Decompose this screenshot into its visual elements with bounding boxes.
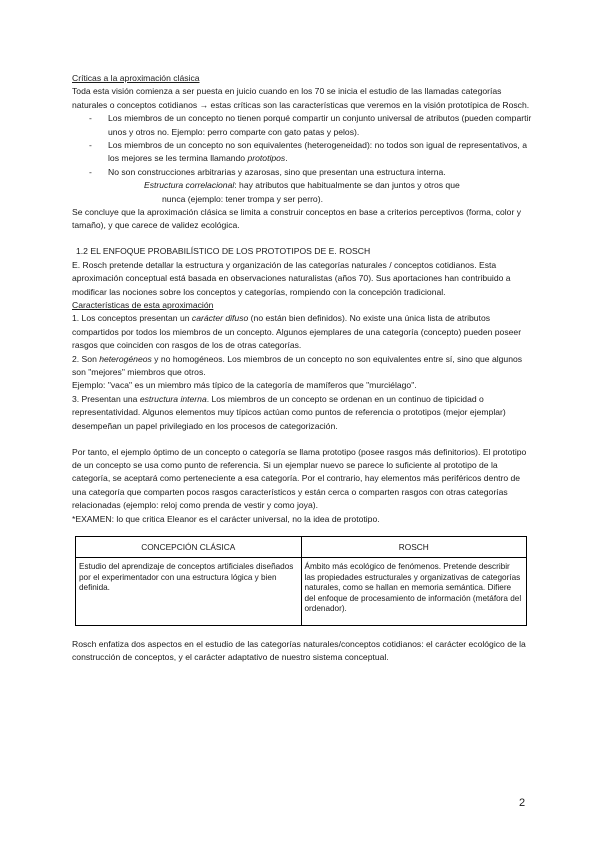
caracteristica-2: 2. Son heterogéneos y no homogéneos. Los miembros de un concepto no son equivalentes entre sí, sino que algunos son "mejores" miembros que otros.	[72, 353, 523, 378]
section-title: 1.2 EL ENFOQUE PROBABILÍSTICO DE LOS PROTOTIPOS DE E. ROSCH	[76, 246, 371, 257]
criticas-intro: Toda esta visión comienza a ser puesta en juicio cuando en los 70 se inicia el estudio de las llamadas categorías naturales o conceptos cotidianos → estas críticas son las características que veremos en la visión prototípica de Rosch.	[72, 86, 530, 110]
list-item: - No son construcciones arbitrarias y azarosas, sino que presentan una estructura interna.	[89, 166, 446, 177]
estructura-correlacional-cont: nunca (ejemplo: tener trompa y ser perro).	[162, 193, 323, 204]
estructura-correlacional: Estructura correlacional: hay atributos que habitualmente se dan juntos y otros que	[144, 180, 460, 191]
table-header-rosch: ROSCH	[301, 537, 527, 558]
section-intro: E. Rosch pretende detallar la estructura y organización de las categorías naturales / conceptos cotidianos. Esta aproximación conceptual está basada en observaciones naturalistas (años 70). Sus aportaciones han contribuido a modificar las nociones sobre los conceptos y categorías, rompiendo con la concepción tradicional.	[72, 259, 511, 297]
prototipo-paragraph: Por tanto, el ejemplo óptimo de un concepto o categoría se llama prototipo (posee rasgos más definitorios). El prototipo de un concepto se usa como punto de referencia. Si un ejemplar nuevo se parece lo suficiente al prototipo de la categoría, se aceptará como perteneciente a esa categoría. Por el contrario, hay elementos más periféricos dentro de una categoría que comparten pocos rasgos característicos y están cerca o comparten rasgos con otras categorías relacionadas (ejemplo: reloj como prenda de vestir y como joya).	[72, 446, 527, 511]
criticas-list	[72, 112, 536, 179]
caracteristica-2-ejemplo: Ejemplo: "vaca" es un miembro más típico de la categoría de mamíferos que "murciélago".	[72, 380, 417, 391]
closing-paragraph: Rosch enfatiza dos aspectos en el estudio de las categorías naturales/conceptos cotidianos: el carácter ecológico de la construcción de conceptos, y el carácter adaptativo de nuestro sistema conceptual.	[72, 639, 526, 663]
table-cell-clasica: Estudio del aprendizaje de conceptos artificiales diseñados por el experimentador con una estructura lógica y bien definida.	[76, 558, 302, 626]
caracteristica-3: 3. Presentan una estructura interna. Los miembros de un concepto se ordenan en un continuo de tipicidad o representatividad. Algunos elementos muy típicos actúan como puntos de referencia o prototipos (mejor ejemplar) desempeñan un papel privilegiado en los procesos de categorización.	[72, 393, 506, 431]
criticas-heading: Críticas a la aproximación clásica	[72, 73, 200, 83]
page-number: 2	[519, 797, 526, 809]
document-body	[72, 72, 536, 665]
list-item: - Los miembros de un concepto no tienen porqué compartir un conjunto universal de atributos (pueden compartir unos y otros no. Ejemplo: perro comparte con gato patas y pelos).	[89, 113, 532, 137]
caracteristica-1: 1. Los conceptos presentan un carácter difuso (no están bien definidos). No existe una única lista de atributos compartidos por todos los miembros de un concepto. Algunos ejemplares de una categoría (concepto) pueden poseer rasgos que coinciden con rasgos de los de otras categorías.	[72, 313, 522, 351]
examen-note: *EXAMEN: lo que critica Eleanor es el carácter universal, no la idea de prototipo.	[72, 513, 380, 524]
comparison-table	[75, 536, 527, 626]
table-cell-rosch: Ámbito más ecológico de fenómenos. Pretende describir las propiedades estructurales y organizativas de categorías naturales, como se hallan en memoria semántica. Difiere del enfoque de procesamiento de información (metáfora del ordenador).	[301, 558, 527, 626]
list-item: - Los miembros de un concepto no son equivalentes (heterogeneidad): no todos son igual de representativos, a los mejores se les termina llamando prototipos.	[89, 140, 527, 164]
caracteristicas-heading: Características de esta aproximación	[72, 300, 214, 310]
table-header-clasica: CONCEPCIÓN CLÁSICA	[76, 537, 302, 558]
criticas-conclusion: Se concluye que la aproximación clásica se limita a construir conceptos en base a criterios perceptivos (forma, color y tamaño), y que carece de validez ecológica.	[72, 207, 521, 231]
